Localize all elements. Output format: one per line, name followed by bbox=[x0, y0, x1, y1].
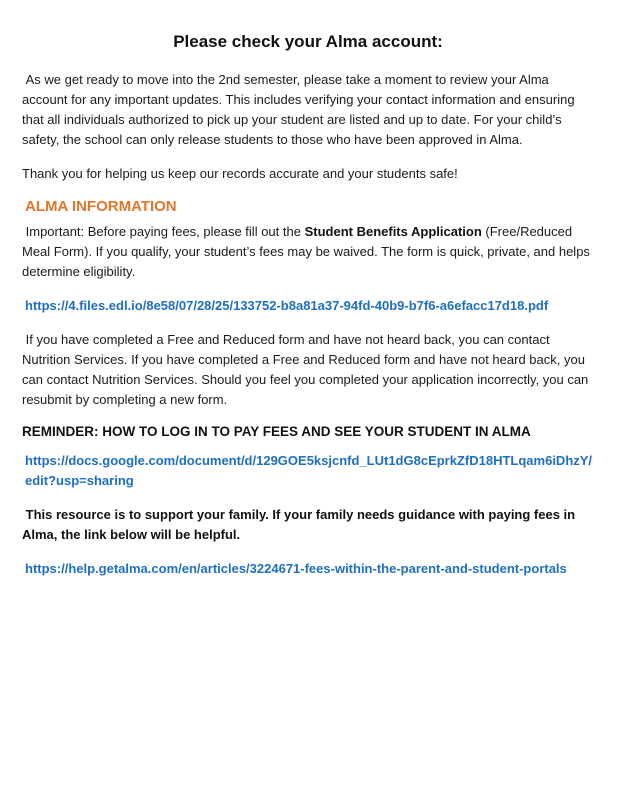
benefits-pdf-link[interactable]: https://4.files.edl.io/8e58/07/28/25/133752-b8a81a37-94fd-40b9-b7f6-a6efacc17d18.pdf bbox=[25, 298, 549, 313]
alma-help-article-link[interactable]: https://help.getalma.com/en/articles/3224671-fees-within-the-parent-and-student-portals bbox=[25, 561, 567, 576]
important-text-prefix: Important: Before paying fees, please fill out the bbox=[22, 224, 305, 239]
intro-paragraph: As we get ready to move into the 2nd semester, please take a moment to review your Alma account for any important updates. This includes verifying your contact information and ensuring that all individuals authorized to pick up your student are listed and up to date. For your child’s safety, the school can only release students to those who have been approved in Alma. bbox=[22, 72, 579, 147]
benefits-pdf-link-row bbox=[22, 296, 594, 316]
alma-information-heading: ALMA INFORMATION bbox=[25, 198, 177, 215]
thanks-paragraph: Thank you for helping us keep our records accurate and your students safe! bbox=[22, 166, 458, 181]
login-instructions-google-doc-link[interactable]: https://docs.google.com/document/d/129GOE5ksjcnfd_LUt1dG8cEprkZfD18HTLqam6iDhzY/edit?usp=sharing bbox=[25, 453, 593, 488]
nutrition-services-paragraph: If you have completed a Free and Reduced form and have not heard back, you can contact Nutrition Services. If you have completed a Free and Reduced form and have not heard back, you can contact Nutrition Services. Should you feel you completed your application incorrectly, you can resubmit by completing a new form. bbox=[22, 332, 592, 407]
student-benefits-application-bold-text: Student Benefits Application bbox=[304, 224, 482, 239]
alma-help-link-row bbox=[22, 559, 594, 579]
important-text-suffix: (Free/Reduced Meal Form). If you qualify, your student’s fees may be waived. The form is quick, private, and helps determine eligibility. bbox=[22, 224, 594, 279]
important-paragraph bbox=[22, 222, 594, 282]
page-title: Please check your Alma account: bbox=[173, 32, 443, 51]
resource-note-paragraph: This resource is to support your family. If your family needs guidance with paying fees in Alma, the link below will be helpful. bbox=[22, 507, 579, 542]
reminder-heading: REMINDER: HOW TO LOG IN TO PAY FEES AND SEE YOUR STUDENT IN ALMA bbox=[22, 424, 531, 439]
login-doc-link-row bbox=[22, 451, 594, 491]
